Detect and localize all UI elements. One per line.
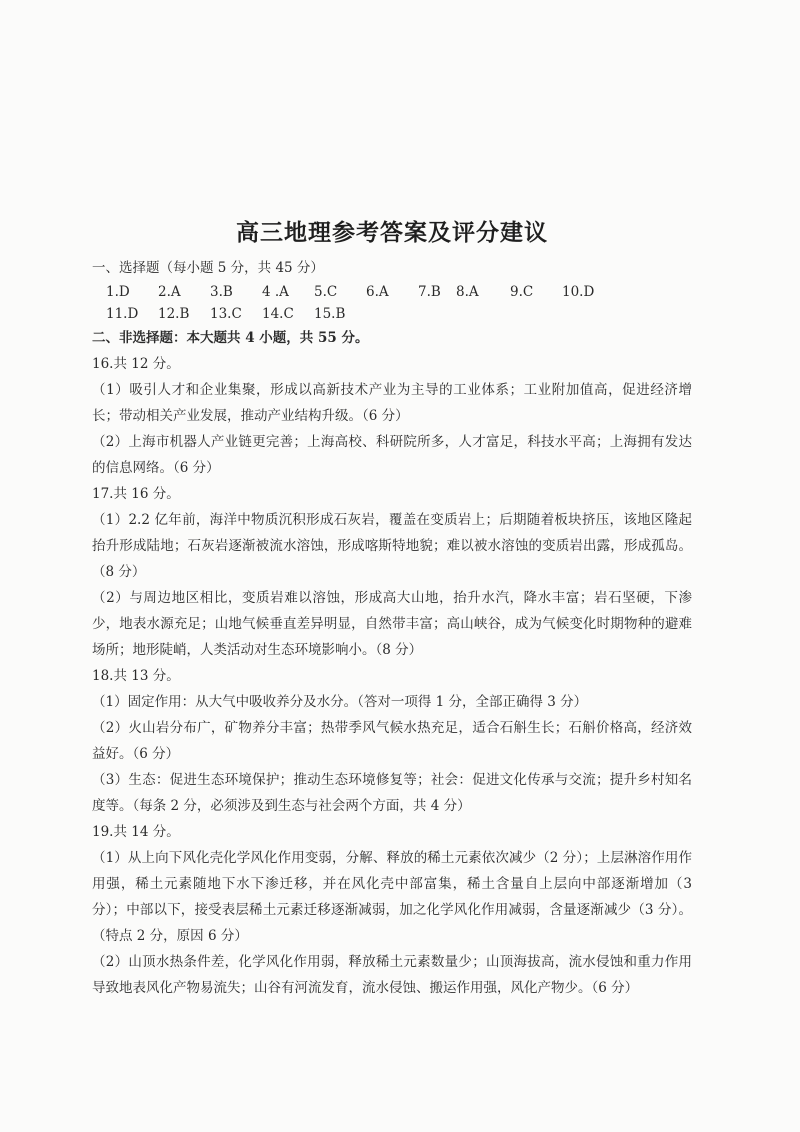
answer-3: 3.B [210, 284, 233, 300]
q16-heading: 16.共 12 分。 [92, 356, 180, 372]
answers-row-2 [92, 303, 692, 325]
answer-14: 14.C [262, 306, 294, 322]
q16-answer-1: （1）吸引人才和企业集聚，形成以高新技术产业为主导的工业体系；工业附加值高，促进经济增长；带动相关产业发展，推动产业结构升级。（6 分） [92, 382, 692, 424]
section1-heading: 一、选择题（每小题 5 分，共 45 分） [92, 260, 324, 276]
document-title: 高三地理参考答案及评分建议 [236, 219, 548, 246]
q18-answer-2: （2）火山岩分布广，矿物养分丰富；热带季风气候水热充足，适合石斛生长；石斛价格高，经济效益好。（6 分） [92, 720, 692, 762]
answer-1: 1.D [106, 284, 130, 300]
answer-9: 9.C [510, 284, 534, 300]
q19-answer-2: （2）山顶水热条件差，化学风化作用弱，释放稀土元素数量少；山顶海拔高，流水侵蚀和重力作用导致地表风化产物易流失；山谷有河流发育，流水侵蚀、搬运作用强，风化产物少。（6 分） [92, 954, 692, 996]
answer-5: 5.C [314, 284, 338, 300]
answer-12: 12.B [158, 306, 190, 322]
document-content [92, 214, 692, 1001]
answer-7: 7.B [418, 284, 441, 300]
answer-8: 8.A [456, 284, 479, 300]
answer-11: 11.D [106, 306, 139, 322]
q19-heading: 19.共 14 分。 [92, 824, 180, 840]
q18-answer-1: （1）固定作用：从大气中吸收养分及水分。（答对一项得 1 分，全部正确得 3 分） [92, 694, 588, 710]
q16-answer-2: （2）上海市机器人产业链更完善；上海高校、科研院所多，人才富足，科技水平高；上海拥有发达的信息网络。（6 分） [92, 434, 692, 476]
answer-4: 4 .A [262, 284, 289, 300]
answer-10: 10.D [562, 284, 595, 300]
q18-answer-3: （3）生态：促进生态环境保护；推动生态环境修复等；社会：促进文化传承与交流；提升乡村知名度等。（每条 2 分，必须涉及到生态与社会两个方面，共 4 分） [92, 772, 692, 814]
answer-15: 15.B [314, 306, 346, 322]
q18-heading: 18.共 13 分。 [92, 668, 180, 684]
q17-answer-1: （1）2.2 亿年前，海洋中物质沉积形成石灰岩，覆盖在变质岩上；后期随着板块挤压，该地区隆起抬升形成陆地；石灰岩逐渐被流水溶蚀，形成喀斯特地貌；难以被水溶蚀的变质岩出露，形成孤岛。（8 分） [92, 512, 692, 580]
answer-6: 6.A [366, 284, 389, 300]
answers-row-1 [92, 281, 692, 303]
answer-13: 13.C [210, 306, 242, 322]
section2-heading: 二、非选择题：本大题共 4 小题，共 55 分。 [92, 330, 369, 346]
q17-heading: 17.共 16 分。 [92, 486, 180, 502]
q17-answer-2: （2）与周边地区相比，变质岩难以溶蚀，形成高大山地，抬升水汽，降水丰富；岩石坚硬，下渗少，地表水源充足；山地气候垂直差异明显，自然带丰富；高山峡谷，成为气候变化时期物种的避难场所；地形陡峭，人类活动对生态环境影响小。（8 分） [92, 590, 692, 658]
q19-answer-1: （1）从上向下风化壳化学风化作用变弱，分解、释放的稀土元素依次减少（2 分）；上层淋溶作用作用强，稀土元素随地下水下渗迁移，并在风化壳中部富集，稀土含量自上层向中部逐渐增加（3 分）；中部以下，接受表层稀土元素迁移逐渐减弱，加之化学风化作用减弱，含量逐渐减少（3 分）。（特点 2 分，原因 6 分） [92, 850, 692, 944]
answer-2: 2.A [158, 284, 181, 300]
